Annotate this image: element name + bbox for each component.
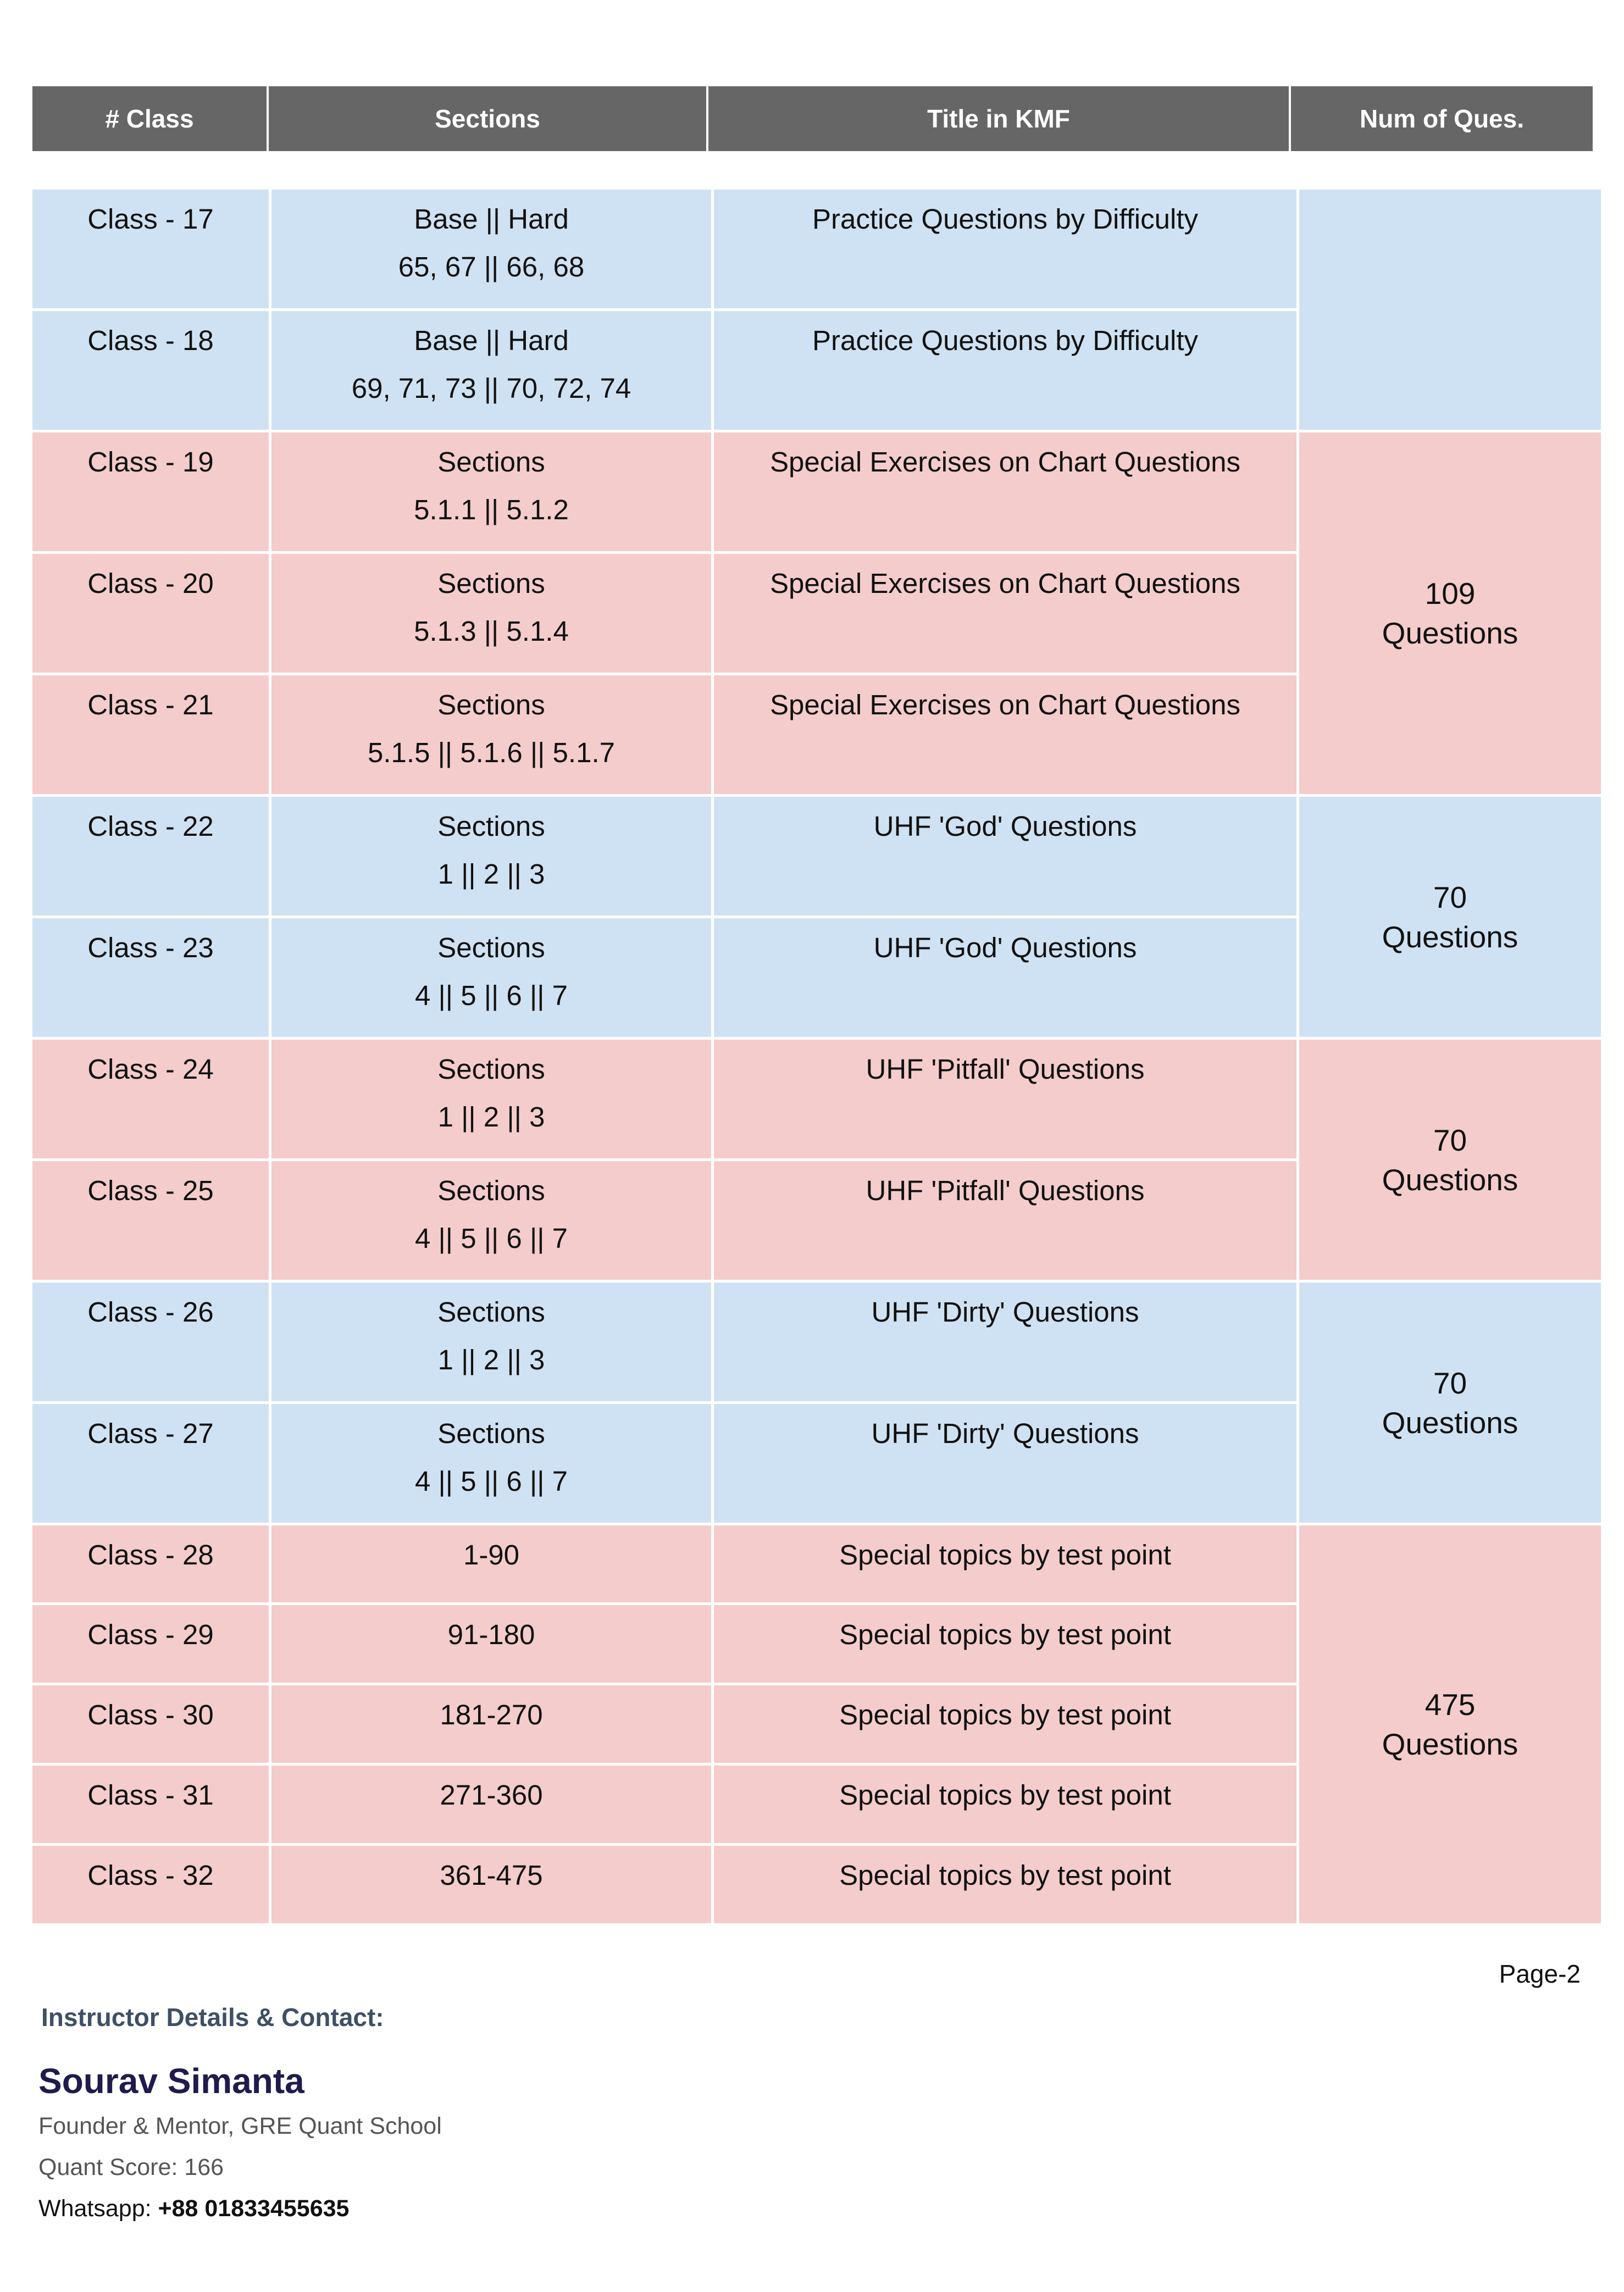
sections-line: 69, 71, 73 || 70, 72, 74	[351, 373, 631, 404]
class-cell: Class - 32	[32, 1846, 269, 1926]
sections-cell: 1-90	[271, 1525, 711, 1605]
sections-line: Sections	[437, 446, 545, 478]
class-cell: Class - 31	[32, 1766, 269, 1846]
num-label: Questions	[1382, 919, 1518, 954]
class-table	[32, 190, 1593, 1929]
header-num: Num of Ques.	[1359, 104, 1525, 133]
title-cell: Practice Questions by Difficulty	[714, 190, 1296, 311]
class-cell: Class - 20	[32, 554, 269, 675]
class-cell: Class - 24	[32, 1040, 269, 1161]
title-cell: UHF 'Pitfall' Questions	[714, 1161, 1296, 1283]
class-cell: Class - 21	[32, 675, 269, 797]
sections-cell	[271, 1040, 711, 1161]
sections-cell	[271, 190, 711, 311]
sections-line: 1 || 2 || 3	[437, 1344, 545, 1375]
instructor-name: Sourav Simanta	[38, 2061, 304, 2101]
num-label: Questions	[1382, 1162, 1518, 1197]
title-cell: Special topics by test point	[714, 1766, 1296, 1846]
title-cell: Special Exercises on Chart Questions	[714, 554, 1296, 675]
sections-line: Sections	[437, 1175, 545, 1206]
title-cell: Special topics by test point	[714, 1846, 1296, 1926]
num-count: 70	[1433, 880, 1467, 914]
sections-line: 5.1.5 || 5.1.6 || 5.1.7	[368, 737, 615, 768]
num-cell-group-3	[1299, 797, 1601, 1040]
num-count: 70	[1433, 1123, 1467, 1157]
class-cell: Class - 25	[32, 1161, 269, 1283]
sections-line: Sections	[437, 1418, 545, 1449]
sections-cell	[271, 1404, 711, 1525]
num-cell-group-2	[1299, 432, 1601, 797]
sections-cell: 361-475	[271, 1846, 711, 1926]
sections-line: Sections	[437, 1053, 545, 1085]
num-count: 70	[1433, 1366, 1467, 1400]
sections-cell: 91-180	[271, 1605, 711, 1685]
title-cell: UHF 'Dirty' Questions	[714, 1404, 1296, 1525]
table-header	[32, 86, 1593, 151]
sections-cell	[271, 554, 711, 675]
title-cell: Special Exercises on Chart Questions	[714, 675, 1296, 797]
class-cell: Class - 19	[32, 432, 269, 554]
num-count: 109	[1425, 576, 1476, 611]
instructor-whatsapp	[38, 2195, 349, 2222]
title-cell: UHF 'Dirty' Questions	[714, 1283, 1296, 1404]
sections-line: Sections	[437, 568, 545, 599]
class-cell: Class - 27	[32, 1404, 269, 1525]
whatsapp-number[interactable]: +88 01833455635	[158, 2195, 350, 2222]
class-cell: Class - 22	[32, 797, 269, 918]
sections-line: 1 || 2 || 3	[437, 858, 545, 890]
class-cell: Class - 18	[32, 311, 269, 432]
sections-line: 4 || 5 || 6 || 7	[415, 1223, 568, 1254]
class-cell: Class - 26	[32, 1283, 269, 1404]
sections-line: 4 || 5 || 6 || 7	[415, 1466, 568, 1497]
num-cell-group-4	[1299, 1040, 1601, 1283]
num-cell-group-6	[1299, 1525, 1601, 1926]
title-cell: Special topics by test point	[714, 1685, 1296, 1766]
sections-cell	[271, 432, 711, 554]
class-cell: Class - 28	[32, 1525, 269, 1605]
title-cell: UHF 'Pitfall' Questions	[714, 1040, 1296, 1161]
sections-line: 5.1.3 || 5.1.4	[414, 615, 569, 647]
class-cell: Class - 30	[32, 1685, 269, 1766]
instructor-heading: Instructor Details & Contact:	[41, 2003, 384, 2032]
sections-cell	[271, 1161, 711, 1283]
title-cell: Special topics by test point	[714, 1525, 1296, 1605]
sections-cell	[271, 918, 711, 1040]
sections-line: 65, 67 || 66, 68	[398, 251, 585, 282]
num-label: Questions	[1382, 616, 1518, 650]
instructor-score: Quant Score: 166	[38, 2154, 224, 2180]
sections-line: Base || Hard	[414, 203, 569, 235]
class-cell: Class - 29	[32, 1605, 269, 1685]
whatsapp-label: Whatsapp:	[38, 2195, 158, 2222]
num-count: 475	[1425, 1688, 1476, 1722]
title-cell: Special topics by test point	[714, 1605, 1296, 1685]
sections-line: 4 || 5 || 6 || 7	[415, 980, 568, 1011]
sections-line: 5.1.1 || 5.1.2	[414, 494, 569, 525]
sections-cell	[271, 1283, 711, 1404]
header-sections: Sections	[269, 86, 708, 151]
page-number: Page-2	[1499, 1960, 1581, 1988]
sections-line: 1 || 2 || 3	[437, 1101, 545, 1133]
num-label: Questions	[1382, 1405, 1518, 1440]
num-label: Questions	[1382, 1727, 1518, 1761]
header-class: # Class	[32, 86, 269, 151]
header-title: Title in KMF	[708, 86, 1291, 151]
class-cell: Class - 17	[32, 190, 269, 311]
num-cell-group-1	[1299, 190, 1601, 432]
instructor-role: Founder & Mentor, GRE Quant School	[38, 2113, 442, 2139]
sections-cell	[271, 797, 711, 918]
title-cell: Special Exercises on Chart Questions	[714, 432, 1296, 554]
class-cell: Class - 23	[32, 918, 269, 1040]
title-cell: UHF 'God' Questions	[714, 797, 1296, 918]
sections-cell	[271, 311, 711, 432]
title-cell: Practice Questions by Difficulty	[714, 311, 1296, 432]
sections-cell: 181-270	[271, 1685, 711, 1766]
title-cell: UHF 'God' Questions	[714, 918, 1296, 1040]
sections-cell: 271-360	[271, 1766, 711, 1846]
num-cell-group-5	[1299, 1283, 1601, 1525]
sections-line: Base || Hard	[414, 325, 569, 356]
sections-line: Sections	[437, 1296, 545, 1328]
sections-line: Sections	[437, 932, 545, 963]
sections-cell	[271, 675, 711, 797]
sections-line: Sections	[437, 811, 545, 842]
sections-line: Sections	[437, 689, 545, 720]
